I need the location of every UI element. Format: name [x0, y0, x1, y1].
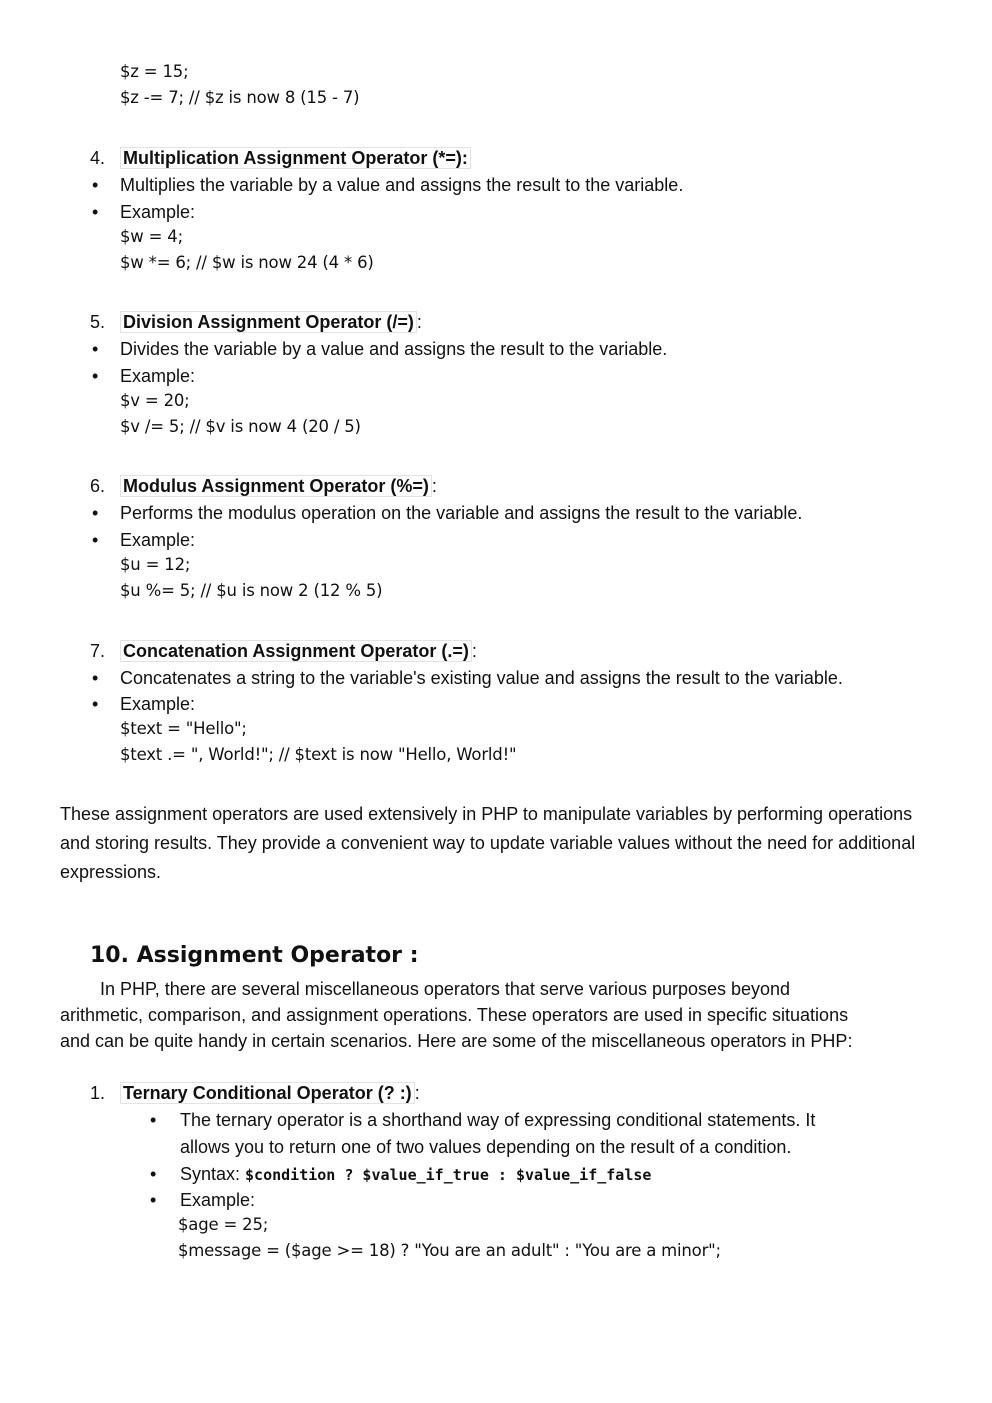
bullet-icon: • [92, 694, 99, 714]
bullet-text: The ternary operator is a shorthand way of expressing conditional statements. It [180, 1110, 816, 1130]
summary-paragraph: These assignment operators are used extensively in PHP to manipulate variables by performing operations and storing results. They provide a convenient way to update variable values without the need for additional expressions. [60, 804, 916, 882]
intro-line: In PHP, there are several miscellaneous operators that serve various purposes beyond [60, 979, 791, 999]
syntax-label: Syntax: [180, 1164, 246, 1184]
bullet-icon: • [150, 1110, 157, 1130]
syntax-code: $condition ? $value_if_true : $value_if_false [245, 1166, 652, 1184]
bullet-icon: • [92, 339, 99, 359]
bullet-text: Example: [120, 530, 196, 550]
item-number: 6. [90, 476, 106, 496]
bullet-icon: • [92, 668, 99, 688]
item-number: 7. [90, 641, 106, 661]
code-line: $u = 12; [120, 555, 191, 574]
bullet-icon: • [92, 503, 99, 523]
bullet-text: Example: [120, 202, 196, 222]
bullet-icon: • [92, 175, 99, 195]
bullet-icon: • [92, 366, 99, 386]
item-suffix: : [471, 641, 477, 661]
bullet-icon: • [150, 1190, 157, 1210]
item-title: Concatenation Assignment Operator (.=) [120, 640, 472, 662]
bullet-text: Example: [120, 366, 196, 386]
code-line: $u %= 5; // $u is now 2 (12 % 5) [120, 581, 383, 600]
code-line: $z = 15; [120, 62, 189, 81]
item-number: 4. [90, 148, 106, 168]
code-line: $age = 25; [178, 1215, 269, 1234]
code-block-concatenation [120, 716, 516, 768]
bullet-icon: • [150, 1164, 157, 1184]
item-title: Modulus Assignment Operator (%=) [120, 475, 432, 497]
item-title: Division Assignment Operator (/=) [120, 311, 417, 333]
code-block-ternary [178, 1212, 721, 1264]
code-line: $w = 4; [120, 227, 183, 246]
section-heading: 10. Assignment Operator : [90, 943, 419, 968]
item-number: 5. [90, 312, 106, 332]
code-block-subtraction [120, 59, 359, 111]
list-item-multiplication [90, 145, 471, 171]
list-item-concatenation [90, 638, 477, 664]
list-item-modulus [90, 473, 437, 499]
item-number: 1. [90, 1083, 106, 1103]
bullet-text: Divides the variable by a value and assigns the result to the variable. [120, 339, 668, 359]
bullet-icon: • [92, 530, 99, 550]
syntax-line [180, 1161, 651, 1189]
item-title: Ternary Conditional Operator (? :) [120, 1082, 415, 1104]
code-line: $w *= 6; // $w is now 24 (4 * 6) [120, 253, 374, 272]
code-block-division [120, 388, 361, 440]
code-block-modulus [120, 552, 382, 604]
section-intro [60, 976, 940, 1054]
intro-line: arithmetic, comparison, and assignment operations. These operators are used in specific situations [60, 1005, 849, 1025]
item-suffix: : [416, 312, 422, 332]
bullet-text: Performs the modulus operation on the variable and assigns the result to the variable. [120, 503, 803, 523]
code-line: $v /= 5; // $v is now 4 (20 / 5) [120, 417, 361, 436]
bullet-text: Concatenates a string to the variable's existing value and assigns the result to the variable. [120, 668, 843, 688]
code-line: $message = ($age >= 18) ? "You are an adult" : "You are a minor"; [178, 1241, 721, 1260]
item-suffix: : [431, 476, 437, 496]
code-block-multiplication [120, 224, 374, 276]
bullet-icon: • [92, 202, 99, 222]
list-item-division [90, 309, 422, 335]
list-item-ternary [90, 1080, 420, 1106]
bullet-text: Example: [180, 1190, 256, 1210]
item-suffix: : [414, 1083, 420, 1103]
code-line: $text = "Hello"; [120, 719, 247, 738]
item-title: Multiplication Assignment Operator (*=): [120, 147, 471, 169]
code-line: $z -= 7; // $z is now 8 (15 - 7) [120, 88, 360, 107]
intro-line: and can be quite handy in certain scenarios. Here are some of the miscellaneous operators in PHP: [60, 1031, 853, 1051]
bullet-text: Example: [120, 694, 196, 714]
bullet-text: Multiplies the variable by a value and assigns the result to the variable. [120, 175, 684, 195]
code-line: $v = 20; [120, 391, 190, 410]
bullet-text: allows you to return one of two values depending on the result of a condition. [180, 1137, 792, 1157]
code-line: $text .= ", World!"; // $text is now "Hello, World!" [120, 745, 517, 764]
